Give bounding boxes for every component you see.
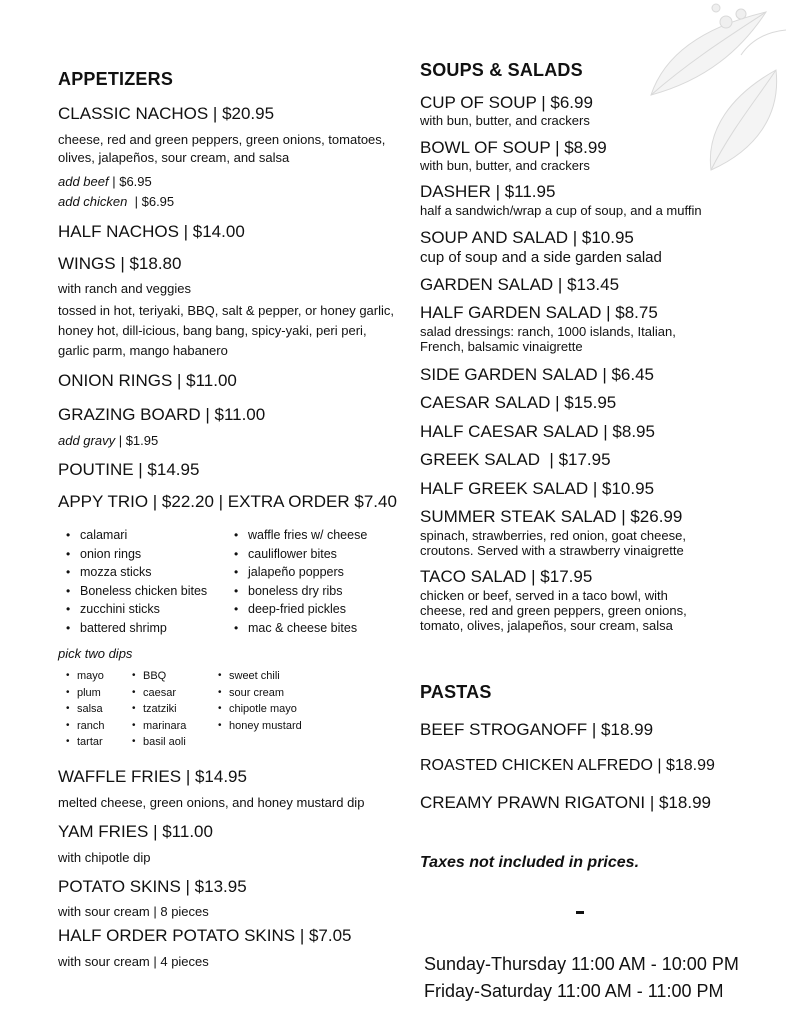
list-item: • deep-fried pickles (234, 600, 367, 619)
yam-fries-desc: with chipotle dip (58, 850, 151, 865)
list-item: • tzatziki (132, 701, 186, 718)
list-item: • tartar (66, 734, 105, 751)
leaf-illustration (591, 0, 791, 200)
list-item: • calamari (66, 526, 207, 545)
pick-dips-label: pick two dips (58, 646, 133, 661)
onion-rings-item: ONION RINGS | $11.00 (58, 371, 237, 390)
add-gravy-line (58, 432, 158, 450)
list-item: • sour cream (218, 685, 302, 702)
pastas-heading: PASTAS (420, 682, 492, 702)
list-item: • mozza sticks (66, 563, 207, 582)
potato-skins-desc: with sour cream | 8 pieces (58, 904, 209, 919)
list-item: • onion rings (66, 545, 207, 564)
dressings-desc: salad dressings: ranch, 1000 islands, Italian, French, balsamic vinaigrette (420, 324, 676, 354)
classic-nachos-desc: cheese, red and green peppers, green onions, tomatoes, olives, jalapeños, sour cream, and salsa (58, 132, 386, 165)
half-nachos-item: HALF NACHOS | $14.00 (58, 222, 245, 241)
taco-salad-item: TACO SALAD | $17.95 (420, 567, 593, 586)
add-chicken-line (58, 193, 174, 211)
beef-stroganoff-item: BEEF STROGANOFF | $18.99 (420, 720, 654, 739)
add-chicken-label: add chicken (58, 194, 128, 209)
list-item: • honey mustard (218, 718, 302, 735)
soup-salad-item: SOUP AND SALAD | $10.95 (420, 228, 634, 247)
hours-line-1: Sunday-Thursday 11:00 AM - 10:00 PM (424, 954, 739, 974)
list-item: • caesar (132, 685, 186, 702)
list-item: • marinara (132, 718, 186, 735)
classic-nachos-item: CLASSIC NACHOS | $20.95 (58, 104, 275, 123)
list-item: • jalapeño poppers (234, 563, 367, 582)
list-item: • sweet chili (218, 668, 302, 685)
poutine-item: POUTINE | $14.95 (58, 460, 200, 479)
add-gravy-price: | $1.95 (115, 433, 159, 448)
divider (576, 911, 584, 914)
wings-flavors: tossed in hot, teriyaki, BBQ, salt & pepper, or honey garlic, honey hot, dill-icious, bang bang, spicy-yaki, peri peri, garlic parm, mango habanero (58, 303, 395, 358)
bowl-soup-desc: with bun, butter, and crackers (420, 158, 590, 173)
waffle-fries-desc: melted cheese, green onions, and honey mustard dip (58, 795, 365, 810)
wings-item: WINGS | $18.80 (58, 254, 182, 273)
list-item: • boneless dry ribs (234, 582, 367, 601)
list-item: • cauliflower bites (234, 545, 367, 564)
list-item: • mac & cheese bites (234, 619, 367, 638)
list-item: • salsa (66, 701, 105, 718)
caesar-item: CAESAR SALAD | $15.95 (420, 393, 617, 412)
dips-list-1 (66, 668, 105, 751)
half-potato-skins-item: HALF ORDER POTATO SKINS | $7.05 (58, 926, 352, 945)
add-chicken-price: | $6.95 (127, 194, 175, 209)
bowl-soup-item: BOWL OF SOUP | $8.99 (420, 138, 607, 157)
add-gravy-label: add gravy (58, 433, 116, 448)
taco-salad-desc: chicken or beef, served in a taco bowl, with cheese, red and green peppers, green onions, tomato, olives, jalapeños, sour cream, salsa (420, 588, 687, 633)
trio-list-1 (66, 526, 207, 637)
cup-soup-desc: with bun, butter, and crackers (420, 113, 590, 128)
list-item: • BBQ (132, 668, 186, 685)
half-potato-skins-desc: with sour cream | 4 pieces (58, 954, 209, 969)
dasher-item: DASHER | $11.95 (420, 182, 556, 201)
dasher-desc: half a sandwich/wrap a cup of soup, and a muffin (420, 203, 702, 218)
summer-steak-item: SUMMER STEAK SALAD | $26.99 (420, 507, 683, 526)
soup-salad-desc: cup of soup and a side garden salad (420, 249, 662, 266)
half-caesar-item: HALF CAESAR SALAD | $8.95 (420, 422, 655, 441)
list-item: • zucchini sticks (66, 600, 207, 619)
half-garden-item: HALF GARDEN SALAD | $8.75 (420, 303, 658, 322)
dips-list-3 (218, 668, 302, 734)
list-item: • plum (66, 685, 105, 702)
appetizers-heading: APPETIZERS (58, 69, 174, 89)
wings-desc: with ranch and veggies (58, 281, 191, 296)
prawn-rigatoni-item: CREAMY PRAWN RIGATONI | $18.99 (420, 793, 711, 812)
add-beef-price: | $6.95 (108, 174, 152, 189)
add-beef-label: add beef (58, 174, 109, 189)
yam-fries-item: YAM FRIES | $11.00 (58, 822, 213, 841)
appy-trio-item: APPY TRIO | $22.20 | EXTRA ORDER $7.40 (58, 492, 397, 511)
waffle-fries-item: WAFFLE FRIES | $14.95 (58, 767, 247, 786)
hours-line-2: Friday-Saturday 11:00 AM - 11:00 PM (424, 981, 724, 1001)
grazing-board-item: GRAZING BOARD | $11.00 (58, 405, 266, 424)
chicken-alfredo-item: ROASTED CHICKEN ALFREDO | $18.99 (420, 757, 715, 774)
list-item: • ranch (66, 718, 105, 735)
trio-list-2 (234, 526, 367, 637)
list-item: • Boneless chicken bites (66, 582, 207, 601)
list-item: • mayo (66, 668, 105, 685)
cup-soup-item: CUP OF SOUP | $6.99 (420, 93, 593, 112)
potato-skins-item: POTATO SKINS | $13.95 (58, 877, 247, 896)
list-item: • battered shrimp (66, 619, 207, 638)
list-item: • basil aoli (132, 734, 186, 751)
garden-salad-item: GARDEN SALAD | $13.45 (420, 275, 620, 294)
add-beef-line (58, 173, 152, 191)
taxes-note: Taxes not included in prices. (420, 854, 640, 871)
side-garden-item: SIDE GARDEN SALAD | $6.45 (420, 365, 655, 384)
summer-steak-desc: spinach, strawberries, red onion, goat cheese, croutons. Served with a strawberry vinaigrette (420, 528, 686, 558)
list-item: • chipotle mayo (218, 701, 302, 718)
half-greek-item: HALF GREEK SALAD | $10.95 (420, 479, 655, 498)
list-item: • waffle fries w/ cheese (234, 526, 367, 545)
dips-list-2 (132, 668, 186, 751)
soups-heading: SOUPS & SALADS (420, 60, 583, 80)
greek-item: GREEK SALAD | $17.95 (420, 450, 611, 469)
